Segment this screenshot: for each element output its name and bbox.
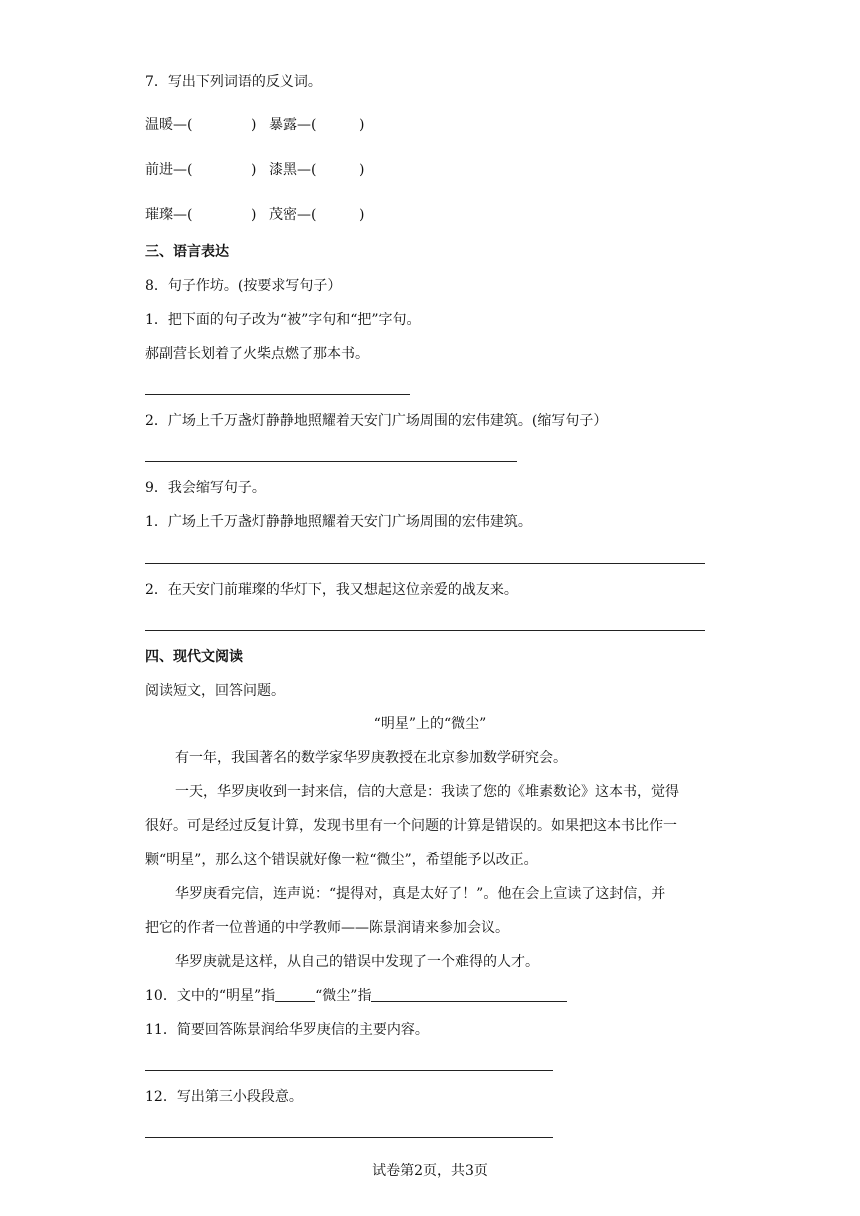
reading-line: 颗“明星”，那么这个错误就好像一粒“微尘”，希望能予以改正。 bbox=[145, 852, 538, 868]
antonym-item: 璀璨—( bbox=[145, 207, 193, 223]
reading-line: 有一年，我国著名的数学家华罗庚教授在北京参加数学研究会。 bbox=[175, 750, 567, 766]
reading-line: 一天，华罗庚收到一封来信，信的大意是：我读了您的《堆素数论》这本书，觉得 bbox=[175, 784, 679, 800]
reading-line: 很好。可是经过反复计算，发现书里有一个问题的计算是错误的。如果把这本书比作一 bbox=[145, 818, 677, 834]
q8-sub1: 1．把下面的句子改为“被”字句和“把”字句。 bbox=[145, 312, 421, 328]
q11-title: 11．简要回答陈景润给华罗庚信的主要内容。 bbox=[145, 1022, 429, 1038]
q10 bbox=[145, 987, 567, 1005]
reading-instruction: 阅读短文，回答问题。 bbox=[145, 683, 285, 699]
q9-sub2: 2．在天安门前璀璨的华灯下，我又想起这位亲爱的战友来。 bbox=[145, 582, 518, 598]
q9-sub1: 1．广场上千万盏灯静静地照耀着天安门广场周围的宏伟建筑。 bbox=[145, 514, 532, 530]
q12-title: 12．写出第三小段段意。 bbox=[145, 1089, 303, 1105]
antonym-item: 温暖—( bbox=[145, 117, 193, 133]
antonym-item: 茂密—( bbox=[269, 207, 317, 223]
page-footer: 试卷第2页，共3页 bbox=[372, 1163, 488, 1179]
section-heading: 四、现代文阅读 bbox=[145, 649, 243, 665]
reading-line: 华罗庚就是这样，从自己的错误中发现了一个难得的人才。 bbox=[175, 954, 539, 970]
reading-title: “明星”上的“微尘” bbox=[373, 716, 487, 732]
q8-sentence: 郝副营长划着了火柴点燃了那本书。 bbox=[145, 346, 369, 362]
answer-line[interactable] bbox=[145, 630, 705, 631]
section-heading: 三、语言表达 bbox=[145, 244, 229, 260]
answer-line[interactable] bbox=[145, 563, 705, 564]
answer-line[interactable] bbox=[145, 1070, 553, 1071]
q8-sub2: 2．广场上千万盏灯静静地照耀着天安门广场周围的宏伟建筑。(缩写句子） bbox=[145, 413, 608, 429]
answer-line[interactable] bbox=[145, 1137, 553, 1138]
q10-part2: “微尘”指 bbox=[315, 988, 372, 1004]
answer-line[interactable] bbox=[145, 394, 410, 395]
q9-title: 9．我会缩写句子。 bbox=[145, 480, 266, 496]
reading-line: 华罗庚看完信，连声说：“提得对，真是太好了！”。他在会上宣读了这封信，并 bbox=[175, 886, 666, 902]
answer-line[interactable] bbox=[145, 461, 517, 462]
antonym-row: 前进—( ) 漆黑—( ) bbox=[145, 159, 364, 179]
antonym-item: 暴露—( bbox=[269, 117, 317, 133]
antonym-item: 漆黑—( bbox=[269, 162, 317, 178]
reading-line: 把它的作者一位普通的中学教师——陈景润请来参加会议。 bbox=[145, 920, 509, 936]
antonym-row: 温暖—( ) 暴露—( ) bbox=[145, 114, 364, 134]
answer-blank[interactable] bbox=[275, 987, 315, 1002]
q8-title: 8．句子作坊。(按要求写句子） bbox=[145, 278, 342, 294]
answer-blank[interactable] bbox=[371, 987, 567, 1002]
q10-part1: 10．文中的“明星”指 bbox=[145, 988, 276, 1004]
antonym-row: 璀璨—( ) 茂密—( ) bbox=[145, 204, 364, 224]
q7-title: 7．写出下列词语的反义词。 bbox=[145, 74, 322, 90]
antonym-item: 前进—( bbox=[145, 162, 193, 178]
